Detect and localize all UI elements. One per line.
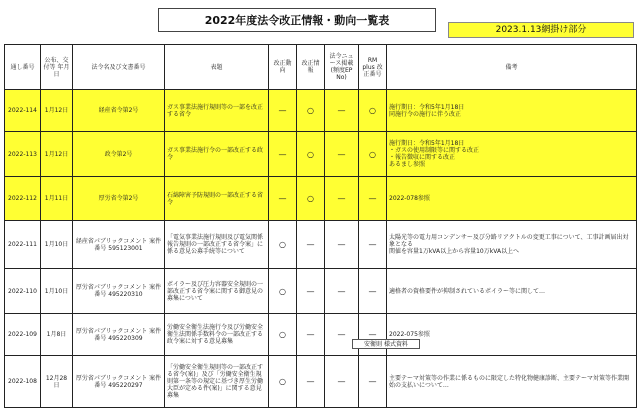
cell-rm: — [359,269,387,314]
table-row [5,314,637,356]
cell-note: 施行期日：令和5年1月18日 ・ガスの使用制限等に関する改正 ・報告徴収に関する改正 あるまし参照 [387,132,637,177]
cell-date: 12月28日 [41,356,73,408]
law-revision-table [4,44,637,408]
cell-trend: — [269,90,297,132]
cell-subject: 労働安全衛生法施行令及び労働安全衛生法関係手数料令の一部改正する政令案に対する意見募集 [165,314,269,356]
cell-law: 経産省令第2号 [73,90,165,132]
cell-news: — [325,132,359,177]
cell-note: 2022-075参照 [387,314,637,356]
cell-subject: 「電気事業法施行規則及び電気関係報告規則の一部改正する省令案」に係る意見公募手続等について [165,221,269,269]
cell-law: 厚労省令第2号 [73,177,165,221]
cell-law: 経産省パブリックコメント 案件番号 595123001 [73,221,165,269]
cell-info: — [297,356,325,408]
page-title: 2022年度法令改正情報・動向一覧表 [158,8,436,32]
cell-trend: ○ [269,269,297,314]
cell-no: 2022-112 [5,177,41,221]
cell-rm: — [359,221,387,269]
cell-date: 1月12日 [41,90,73,132]
cell-trend: — [269,132,297,177]
table-row [5,90,637,132]
cell-trend: ○ [269,314,297,356]
table-row [5,177,637,221]
cell-news: — [325,269,359,314]
cell-law: 厚労省パブリックコメント 案件番号 495220310 [73,269,165,314]
cell-info: — [297,221,325,269]
cell-no: 2022-109 [5,314,41,356]
cell-subject: ボイラー及び圧力容器安全規則の一部改正する省令案に関する御意見の募集について [165,269,269,314]
cell-no: 2022-114 [5,90,41,132]
cell-info: ○ [297,90,325,132]
table-row [5,132,637,177]
table-row [5,269,637,314]
table-row [5,356,637,408]
cell-rm: — [359,314,387,356]
header-row [5,45,637,90]
cell-note: 太陽光等の電力用コンデンサー及び分路リアクトルの変更工事について、工事計画届出対象となる 関値を容量1万kVA以上から容量10万kVA以上へ [387,221,637,269]
cell-news: — [325,314,359,356]
cell-subject: 「労働安全衛生規則等の一部改正する省令(案)」及び「労働安全衛生規則第一条等の規定に基づき厚生労働大臣が定める件(案)」に関する意見募集 [165,356,269,408]
header-subject: 表題 [165,45,269,90]
cell-date: 1月10日 [41,269,73,314]
cell-date: 1月12日 [41,132,73,177]
cell-trend: — [269,177,297,221]
cell-trend: ○ [269,356,297,408]
header-no: 通し番号 [5,45,41,90]
cell-law: 厚労省パブリックコメント 案件番号 495220297 [73,356,165,408]
cell-news: — [325,221,359,269]
cell-news: — [325,177,359,221]
cell-info: — [297,269,325,314]
header-news: 法令ニュース掲載(頻度EP No) [325,45,359,90]
table-row [5,221,637,269]
cell-trend: ○ [269,221,297,269]
cell-news: — [325,356,359,408]
cell-subject: ガス事業法施行令の一部改正する政令 [165,132,269,177]
reference-stamp: 安衛則 様式資料 [352,339,420,349]
cell-date: 1月10日 [41,221,73,269]
cell-note: 施行期日：令和5年1月18日 同施行令の施行に伴う改正 [387,90,637,132]
cell-date: 1月8日 [41,314,73,356]
cell-rm: — [359,356,387,408]
cell-rm: — [359,177,387,221]
header-law: 法令名及び文書番号 [73,45,165,90]
cell-law: 政令第2号 [73,132,165,177]
cell-date: 1月11日 [41,177,73,221]
cell-no: 2022-110 [5,269,41,314]
update-tag: 2023.1.13網掛け部分 [448,22,634,38]
header-info: 改正情報 [297,45,325,90]
cell-no: 2022-108 [5,356,41,408]
cell-news: — [325,90,359,132]
cell-note: 適格者の資格要件が抑制されているボイラー等に関して… [387,269,637,314]
header-date: 公布、交付等 年月日 [41,45,73,90]
header-trend: 改正動向 [269,45,297,90]
cell-info: — [297,314,325,356]
cell-rm: ○ [359,90,387,132]
header-note: 備考 [387,45,637,90]
cell-note: 主要テーマ対策等の作業に係るものに限定した特化物健康診断、主要テーマ対策等作業開始の支払いについて… [387,356,637,408]
cell-note: 2022-078参照 [387,177,637,221]
cell-no: 2022-111 [5,221,41,269]
cell-subject: 石綿障害予防規則の一部改正する省令 [165,177,269,221]
cell-info: ○ [297,132,325,177]
cell-no: 2022-113 [5,132,41,177]
cell-rm: ○ [359,132,387,177]
cell-law: 厚労省パブリックコメント 案件番号 495220309 [73,314,165,356]
header-rm: RM plus 改正番号 [359,45,387,90]
cell-info: ○ [297,177,325,221]
cell-subject: ガス事業法施行規則等の一部を改正する省令 [165,90,269,132]
